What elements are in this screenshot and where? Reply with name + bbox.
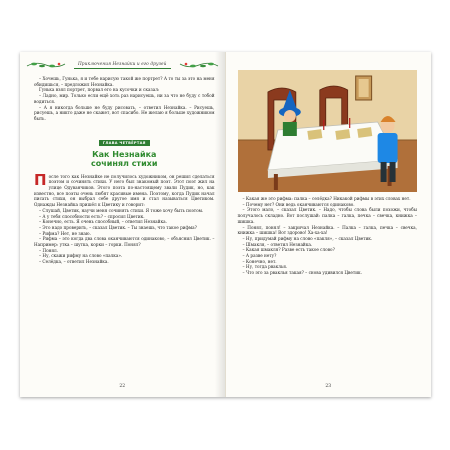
text-block-bottom: [34, 208, 215, 265]
drop-cap: П: [34, 170, 47, 189]
paragraph: – Это надо проверить, – сказал Цветик. – Ты знаешь, что такое рифма?: [39, 224, 197, 230]
chapter-label-text: ГЛАВА ЧЕТВЁРТАЯ: [99, 140, 150, 146]
paragraph: – Какая шмакля? Разве есть такое слово?: [242, 247, 335, 253]
right-page: [226, 52, 432, 397]
page-number: 22: [119, 384, 126, 389]
paragraph: – Что это за рваклья такая? – снова удивился Цветик.: [242, 270, 362, 276]
text-block-top: [34, 76, 215, 122]
paragraph: – Конечно, нет.: [242, 258, 277, 264]
paragraph: – Ну, тогда рваклья.: [242, 264, 288, 270]
paragraph: – Этого мало, – сказал Цветик. – Надо, чтобы слова были похожи, чтобы получалось складно. Вот послушай: палка – галка, печка – свечка, книжка – шишка.: [237, 207, 417, 224]
paragraph: – Почему нет? Они ведь оканчиваются одинаково.: [242, 201, 355, 207]
chapter-title-line: Как Незнайка: [92, 149, 157, 159]
paragraph: – Ладно, мир. Только если ещё хоть раз нарисуешь, ни за что не буду с тобой водиться.: [34, 93, 215, 104]
paragraph: Гунька взял портрет, порвал его на кусочки и сказал:: [39, 87, 160, 93]
left-page: [20, 52, 226, 397]
paragraph: – Слушай, Цветик, научи меня сочинять стихи. Я тоже хочу быть поэтом.: [39, 207, 204, 213]
chapter-label: [34, 129, 215, 148]
illustration-image: [238, 70, 418, 192]
running-head: [24, 58, 221, 72]
page-number: 23: [325, 384, 332, 389]
paragraph: – Шмакля, – ответил Незнайка.: [242, 241, 313, 247]
paragraph: – Ну, скажи рифму на слово «палка».: [39, 253, 123, 259]
paragraph: – Понял.: [39, 247, 59, 253]
paragraph: – Селёдка, – ответил Незнайка.: [39, 259, 109, 265]
text-block-right: [238, 196, 418, 276]
dropcap-paragraph-text: осле того как Незнайке не получилось художником, он решил сделаться поэтом и сочинять стихи. У него был знакомый поэт. Этот поэт жил на улице Одуванчиков. Этого поэта по-настоящему звали Пудик, но, как известно, все поэты очень любят красивые имена. Поэтому, когда Пудик начал писать стихи, он выбрал себе другое имя и стал называться Цветиком. Однажды Незнайка пришёл к Цветику и говорит:: [34, 173, 215, 208]
paragraph: – Понял, понял! – закричал Незнайка. – Палка – галка, печка – свечка, книжка – шишка! Вот здорово! Ха-ха-ха!: [237, 224, 417, 236]
leaf-ornament-icon: [179, 60, 219, 70]
paragraph: – Какая же это рифма: палка – селёдка? Никакой рифмы в этих словах нет.: [242, 196, 411, 201]
paragraph: – Конечно, есть. Я очень способный, – ответил Незнайка.: [39, 219, 167, 225]
running-head-title: Приключения Незнайки и его друзей: [74, 62, 171, 69]
paragraph: – Ну, придумай рифму на слово «пакля», – сказал Цветик.: [242, 235, 373, 241]
leaf-ornament-icon: [26, 60, 66, 70]
chapter-title: [34, 150, 215, 168]
dropcap-paragraph: [34, 170, 215, 208]
paragraph: – А у тебя способности есть? – спросил Цветик.: [39, 213, 145, 219]
paragraph: – Рифма? Нет, не знаю.: [39, 230, 91, 236]
chapter-title-line: сочинял стихи: [91, 158, 158, 168]
book-spread: [20, 52, 431, 397]
paragraph: – А разве нету?: [242, 253, 277, 259]
paragraph: – Хочешь, Гунька, я и тебе нарисую такой же портрет? А то ты за это на меня обидишься, – предложил Незнайка.: [34, 76, 215, 87]
paragraph: – Рифма – это когда два слова оканчиваются одинаково, – объяснил Цветик. – Например: утка – шутка, корки – горки. Понял?: [34, 236, 215, 248]
paragraph: – А я никогда больше не буду рисовать, – ответил Незнайка. – Рисуешь, рисуешь, а никто даже не скажет, вот спасибо. Не желаю я больше художником быть.: [34, 104, 215, 121]
